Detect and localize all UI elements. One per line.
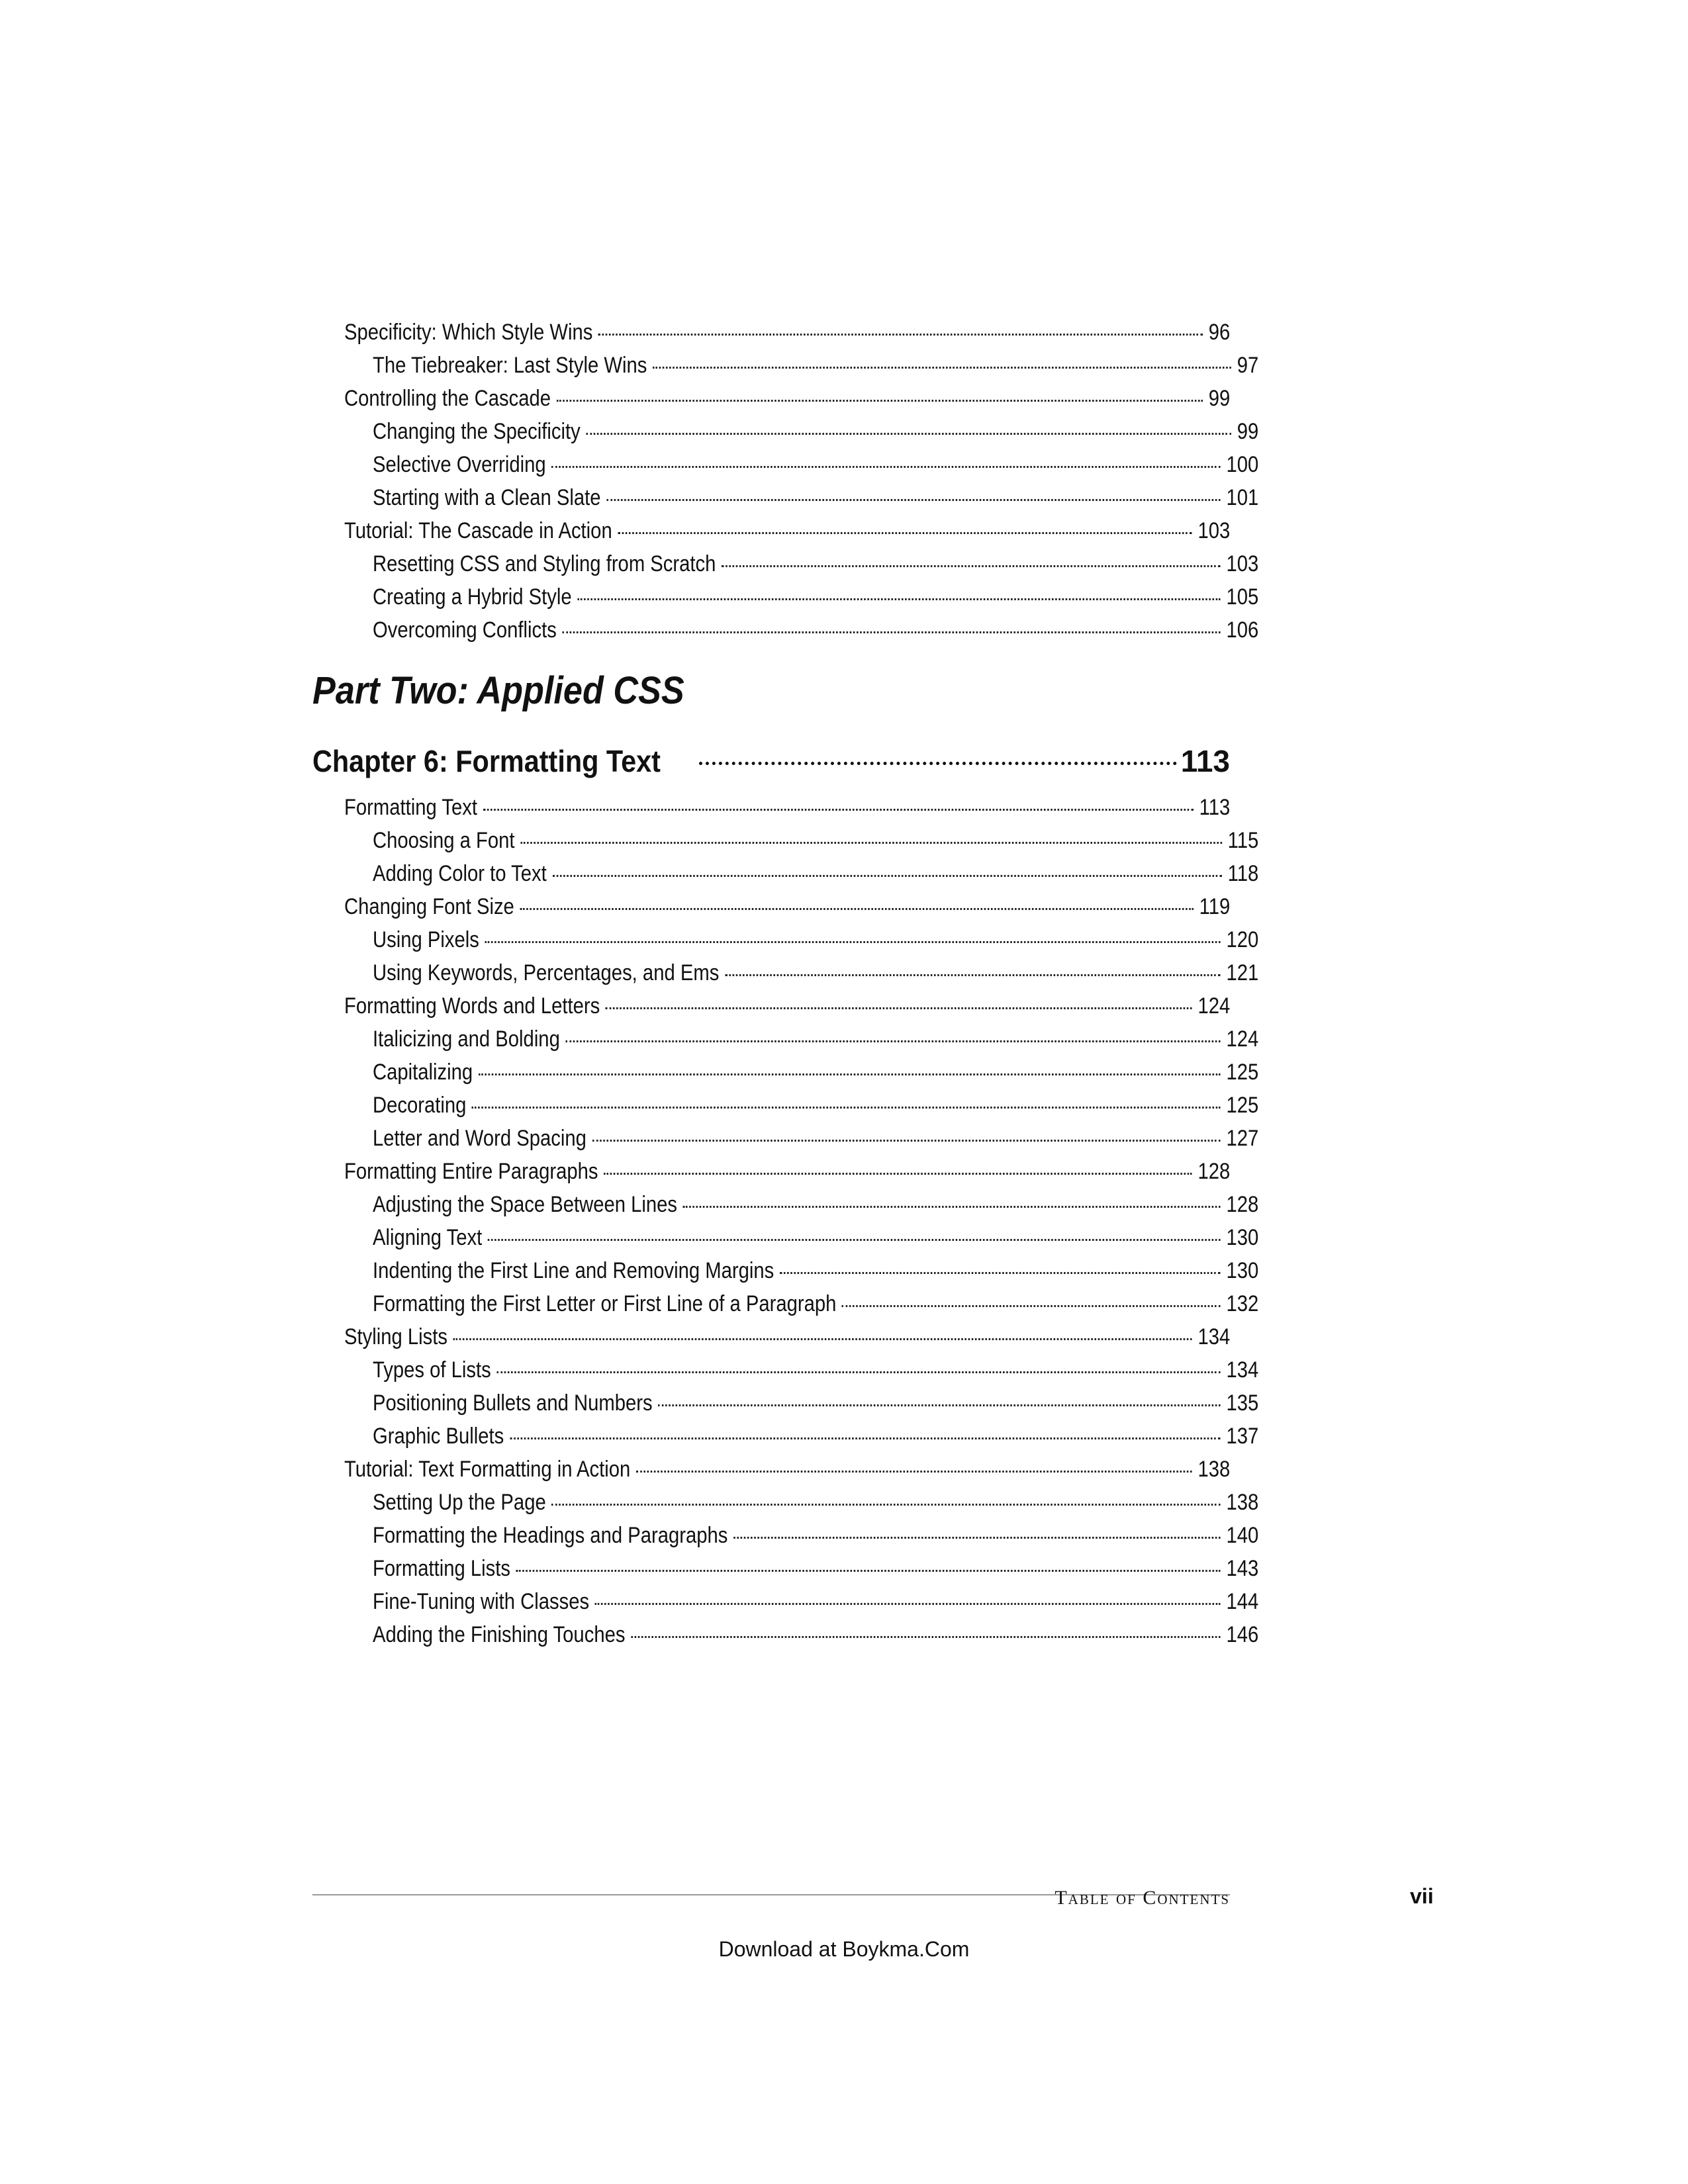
- toc-entry-title: Using Pixels: [373, 927, 479, 952]
- toc-entry: [344, 956, 1258, 989]
- leader-dots: [598, 334, 1203, 336]
- toc-entry: [344, 890, 1230, 923]
- toc-entry-page: 144: [1226, 1589, 1259, 1614]
- leader-dots: [496, 1371, 1220, 1373]
- leader-dots: [586, 433, 1231, 435]
- toc-entry: [344, 1353, 1258, 1387]
- chapter-heading: [312, 741, 1230, 781]
- leader-dots: [557, 400, 1203, 402]
- leader-dots: [636, 1471, 1192, 1473]
- chapter-page: 113: [1180, 744, 1230, 778]
- toc-entry: [344, 415, 1258, 448]
- toc-entry: [344, 1618, 1258, 1651]
- toc-entry: [344, 1188, 1258, 1221]
- leader-dots: [552, 875, 1222, 877]
- toc-entry-page: 99: [1237, 419, 1259, 444]
- toc-entry: [344, 1122, 1258, 1155]
- leader-dots: [658, 1404, 1221, 1406]
- toc-entry-page: 97: [1237, 353, 1259, 378]
- download-note: Download at Boykma.Com: [718, 1937, 970, 1961]
- leader-dots: [510, 1437, 1221, 1439]
- toc-entry-title: Letter and Word Spacing: [373, 1126, 586, 1151]
- leader-dots: [842, 1305, 1221, 1307]
- toc-entry-title: Starting with a Clean Slate: [373, 485, 601, 510]
- toc-entry-page: 100: [1226, 452, 1259, 477]
- running-footer: Table of Contents: [1055, 1887, 1230, 1909]
- toc-entry-page: 128: [1226, 1192, 1259, 1217]
- toc-entry: [344, 1585, 1258, 1618]
- leader-dots: [562, 631, 1220, 633]
- toc-entry-page: 132: [1226, 1291, 1259, 1316]
- page-number: vii: [1410, 1884, 1434, 1908]
- toc-entry-page: 130: [1226, 1258, 1259, 1283]
- toc-entry-page: 138: [1197, 1457, 1231, 1482]
- toc-entry: [344, 547, 1258, 580]
- leader-dots: [453, 1338, 1192, 1340]
- toc-entry-title: Formatting the Headings and Paragraphs: [373, 1523, 728, 1548]
- toc-entry-page: 125: [1226, 1093, 1259, 1118]
- toc-entry-title: Choosing a Font: [373, 828, 515, 853]
- toc-entry-page: 119: [1199, 894, 1231, 919]
- toc-entry-title: Styling Lists: [344, 1324, 448, 1349]
- toc-entry: [344, 349, 1258, 382]
- toc-entry-page: 135: [1226, 1390, 1259, 1416]
- toc-entry-title: Decorating: [373, 1093, 467, 1118]
- toc-entry-title: Changing Font Size: [344, 894, 514, 919]
- toc-entry-page: 125: [1226, 1060, 1259, 1085]
- toc-entry-title: Fine-Tuning with Classes: [373, 1589, 590, 1614]
- toc-entry-page: 115: [1227, 828, 1259, 853]
- toc-entry-page: 118: [1227, 861, 1259, 886]
- toc-entry-title: Capitalizing: [373, 1060, 473, 1085]
- toc-entry-title: Adding Color to Text: [373, 861, 547, 886]
- toc-entry: [344, 614, 1258, 647]
- toc-entry: [344, 1287, 1258, 1320]
- toc-entry: [344, 1453, 1230, 1486]
- leader-dots: [565, 1040, 1220, 1042]
- leader-dots: [725, 974, 1221, 976]
- toc-entry: [344, 857, 1258, 890]
- toc-entry-page: 103: [1226, 551, 1259, 576]
- leader-dots: [606, 1007, 1192, 1009]
- toc-entry-title: Creating a Hybrid Style: [373, 584, 572, 610]
- toc-entry-title: Tutorial: Text Formatting in Action: [344, 1457, 631, 1482]
- leader-dots: [516, 1570, 1221, 1572]
- toc-entry-title: Indenting the First Line and Removing Margins: [373, 1258, 774, 1283]
- toc-entry-page: 130: [1226, 1225, 1259, 1250]
- leader-dots: [551, 466, 1221, 468]
- leader-dots: [733, 1537, 1221, 1539]
- leader-dots: [699, 762, 1176, 765]
- toc-entry: [344, 1089, 1258, 1122]
- toc-entry-title: Changing the Specificity: [373, 419, 581, 444]
- toc-entry-title: Formatting Text: [344, 795, 477, 820]
- toc-entry-title: Formatting Words and Letters: [344, 993, 600, 1019]
- toc-entry: [344, 481, 1258, 514]
- toc-entry-title: Types of Lists: [373, 1357, 491, 1383]
- toc-section-formatting-text: [344, 791, 1259, 1651]
- toc-entry: [344, 824, 1258, 857]
- toc-entry: [344, 1056, 1258, 1089]
- toc-entry-title: Adjusting the Space Between Lines: [373, 1192, 678, 1217]
- toc-entry-page: 101: [1226, 485, 1259, 510]
- leader-dots: [485, 941, 1220, 943]
- toc-entry-page: 146: [1226, 1622, 1259, 1647]
- toc-entry-title: Aligning Text: [373, 1225, 483, 1250]
- toc-entry: [344, 1486, 1258, 1519]
- toc-entry: [344, 989, 1230, 1023]
- part-title: Part Two: Applied CSS: [312, 669, 684, 712]
- toc-entry: [344, 448, 1258, 481]
- toc-section-cascade: [344, 316, 1259, 647]
- toc-entry: [344, 1387, 1258, 1420]
- toc-entry: [344, 580, 1258, 614]
- toc-entry-title: Specificity: Which Style Wins: [344, 320, 593, 345]
- toc-entry-title: Tutorial: The Cascade in Action: [344, 518, 612, 543]
- leader-dots: [577, 598, 1221, 600]
- toc-entry-page: 124: [1197, 993, 1231, 1019]
- toc-entry-page: 137: [1226, 1424, 1259, 1449]
- leader-dots: [592, 1140, 1221, 1142]
- toc-entry-page: 106: [1226, 617, 1259, 643]
- toc-entry-page: 134: [1197, 1324, 1231, 1349]
- toc-entry: [344, 791, 1230, 824]
- toc-entry-title: Adding the Finishing Touches: [373, 1622, 626, 1647]
- leader-dots: [472, 1107, 1221, 1109]
- toc-entry: [344, 1519, 1258, 1552]
- toc-entry-title: Positioning Bullets and Numbers: [373, 1390, 653, 1416]
- toc-entry: [344, 1023, 1258, 1056]
- toc-entry: [344, 1254, 1258, 1287]
- toc-entry-page: 113: [1199, 795, 1231, 820]
- toc-entry-title: Italicizing and Bolding: [373, 1026, 560, 1052]
- toc-entry: [344, 1320, 1230, 1353]
- toc-entry-title: Controlling the Cascade: [344, 386, 551, 411]
- toc-entry-title: Formatting Lists: [373, 1556, 510, 1581]
- leader-dots: [780, 1272, 1221, 1274]
- leader-dots: [631, 1636, 1221, 1638]
- toc-entry-title: The Tiebreaker: Last Style Wins: [373, 353, 647, 378]
- toc-entry-page: 143: [1226, 1556, 1259, 1581]
- toc-entry: [344, 1221, 1258, 1254]
- toc-entry-page: 127: [1226, 1126, 1259, 1151]
- toc-entry-page: 96: [1208, 320, 1231, 345]
- toc-entry-title: Overcoming Conflicts: [373, 617, 557, 643]
- toc-entry-page: 124: [1226, 1026, 1259, 1052]
- leader-dots: [604, 1173, 1192, 1175]
- toc-entry: [344, 923, 1258, 956]
- toc-entry-title: Using Keywords, Percentages, and Ems: [373, 960, 720, 985]
- leader-dots: [618, 532, 1192, 534]
- chapter-title: Chapter 6: Formatting Text: [312, 744, 661, 778]
- toc-entry-page: 134: [1226, 1357, 1259, 1383]
- toc-entry: [344, 1155, 1230, 1188]
- leader-dots: [520, 908, 1194, 910]
- toc-entry-title: Formatting Entire Paragraphs: [344, 1159, 598, 1184]
- leader-dots: [520, 842, 1222, 844]
- toc-entry: [344, 514, 1230, 547]
- toc-entry-title: Graphic Bullets: [373, 1424, 504, 1449]
- leader-dots: [595, 1603, 1221, 1605]
- leader-dots: [683, 1206, 1221, 1208]
- toc-entry-page: 120: [1226, 927, 1259, 952]
- toc-entry: [344, 1420, 1258, 1453]
- leader-dots: [483, 809, 1194, 811]
- leader-dots: [479, 1073, 1221, 1075]
- toc-entry: [344, 1552, 1258, 1585]
- toc-entry-page: 99: [1208, 386, 1231, 411]
- toc-entry-page: 105: [1226, 584, 1259, 610]
- toc-entry-page: 128: [1197, 1159, 1231, 1184]
- leader-dots: [722, 565, 1221, 567]
- toc-entry-title: Selective Overriding: [373, 452, 546, 477]
- toc-entry-page: 138: [1226, 1490, 1259, 1515]
- leader-dots: [551, 1504, 1221, 1506]
- leader-dots: [488, 1239, 1221, 1241]
- leader-dots: [653, 367, 1231, 369]
- toc-entry-page: 103: [1197, 518, 1231, 543]
- toc-entry-page: 140: [1226, 1523, 1259, 1548]
- toc-entry: [344, 316, 1230, 349]
- leader-dots: [606, 499, 1221, 501]
- toc-entry: [344, 382, 1230, 415]
- toc-entry-title: Resetting CSS and Styling from Scratch: [373, 551, 716, 576]
- toc-entry-title: Setting Up the Page: [373, 1490, 546, 1515]
- toc-entry-title: Formatting the First Letter or First Line of a Paragraph: [373, 1291, 837, 1316]
- toc-entry-page: 121: [1226, 960, 1259, 985]
